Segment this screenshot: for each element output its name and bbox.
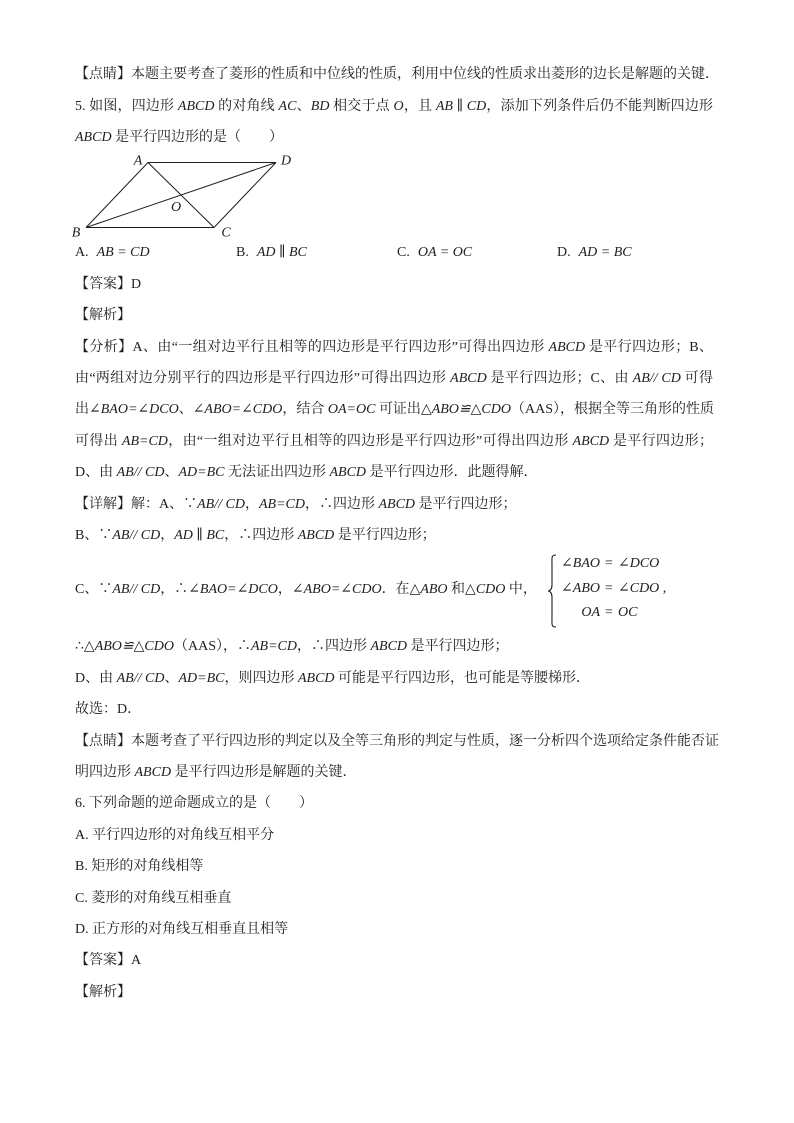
math-expression: ABCD [329, 465, 367, 481]
text-run: ∴ [75, 639, 84, 655]
q5-tip-line-2 [75, 757, 725, 788]
text-run: ，由“一组对边平行且相等的四边形是平行四边形”可得出四边形 [167, 433, 573, 449]
text-run: 5. 如图，四边形 [75, 98, 178, 114]
math-expression: AC [278, 98, 297, 114]
q6-option-b: B. 矩形的对角线相等 [75, 859, 204, 875]
math-expression: ∠BAO=∠DCO [89, 402, 179, 418]
text-run: 是平行四边形；C、由 [486, 371, 633, 387]
math-expression: ABCD [297, 670, 335, 686]
equation-rhs: ∠DCO [618, 556, 660, 572]
math-expression: ABCD [370, 639, 408, 655]
text-run: C、∵ [75, 582, 113, 598]
math-expression: AD ∥ BC [174, 527, 225, 543]
text-run: 【点睛】本题考查了平行四边形的判定以及全等三角形的判定与性质，逐一分析四个选项给定条件能否证 [75, 733, 719, 749]
text-run: 可得 [680, 371, 714, 387]
option-key: A. [75, 245, 89, 261]
q6-answer: 【答案】A [75, 953, 142, 969]
math-expression: ∠BAO=∠DCO [188, 582, 278, 598]
text-run: 、 [178, 402, 193, 418]
math-expression: △ABO≌△CDO [420, 402, 511, 418]
math-expression: ABCD [297, 527, 335, 543]
q6-stem: 6. 下列命题的逆命题成立的是（ ） [75, 796, 313, 812]
text-run: 可证出 [375, 402, 421, 418]
equation-lhs: ∠BAO [561, 556, 600, 572]
math-expression: BD [310, 98, 330, 114]
math-expression: AB// CD [112, 527, 161, 543]
math-expression: AB=CD [258, 496, 305, 512]
text-run: ，∴四边形 [224, 527, 298, 543]
equation-operator: = [605, 605, 613, 621]
q5-detail-c-conclusion [75, 631, 725, 662]
equation-row [552, 601, 666, 626]
text-run: ， [160, 527, 175, 543]
text-run: ，则四边形 [224, 670, 298, 686]
math-expression: ABCD [450, 371, 487, 387]
equation-rhs: ∠CDO , [618, 580, 667, 596]
text-run: ，∴四边形 [304, 496, 379, 512]
text-run: B、∵ [75, 527, 113, 543]
diagonal-bd [86, 163, 276, 228]
option-key: C. [397, 245, 410, 261]
math-expression: ABCD [378, 496, 416, 512]
math-expression: ABCD [177, 98, 215, 114]
q6-option-c: C. 菱形的对角线互相垂直 [75, 890, 232, 906]
q5-option-d [557, 237, 717, 268]
q5-analysis-line-3 [75, 394, 713, 425]
math-expression: AD=BC [178, 465, 225, 481]
previous-tip: 【点睛】本题主要考查了菱形的性质和中位线的性质，利用中位线的性质求出菱形的边长是解题的关键． [75, 67, 719, 83]
math-expression: ABCD [75, 130, 112, 146]
text-run: 的对角线 [214, 98, 279, 114]
q6-option-d: D. 正方形的对角线互相垂直且相等 [75, 921, 289, 937]
math-expression: AB// CD [197, 496, 245, 512]
q5-option-a [75, 237, 236, 268]
math-expression: AB// CD [632, 371, 681, 387]
intersection-label-o: O [170, 200, 182, 216]
text-run: 和 [447, 582, 466, 598]
text-run: 是平行四边形；B、 [585, 339, 713, 355]
text-run: ， [277, 582, 292, 598]
vertex-label-d: D [280, 153, 292, 169]
q5-detail-c [75, 574, 537, 605]
option-expression: AD ∥ BC [256, 245, 307, 261]
q5-option-c [397, 237, 557, 268]
text-run: 、 [164, 670, 179, 686]
equation-operator: = [605, 556, 613, 572]
equation-operator: = [605, 580, 613, 596]
option-expression: OA = OC [417, 245, 473, 261]
math-expression: AB// CD [116, 670, 165, 686]
text-run: ，结合 [282, 402, 328, 418]
side-ab [86, 163, 148, 228]
text-run: 是平行四边形的是（ ） [111, 130, 284, 146]
text-run: ，∴四边形 [296, 639, 371, 655]
q5-detail-c-block [75, 551, 725, 631]
equation-lhs: OA [581, 605, 600, 621]
option-expression: AB = CD [96, 245, 150, 261]
text-run: 是平行四边形； [407, 639, 509, 655]
option-key: B. [236, 245, 249, 261]
q5-detail-b [75, 520, 725, 551]
text-run: ，添加下列条件后仍不能判断四边形 [486, 98, 714, 114]
parallelogram-figure [68, 153, 308, 241]
text-run: ， [244, 496, 259, 512]
math-expression: AB=CD [250, 639, 297, 655]
vertex-label-a: A [133, 153, 143, 169]
text-run: 是平行四边形是解题的关键． [171, 764, 357, 780]
text-run: 相交于点 [329, 98, 394, 114]
equation-system [552, 552, 666, 626]
equation-row [552, 577, 666, 602]
q5-option-b [236, 237, 397, 268]
text-run: 无法证出四边形 [224, 465, 330, 481]
math-expression: ∠ABO=∠CDO [291, 582, 382, 598]
q5-analysis-line-4 [75, 426, 713, 457]
math-expression: AB// CD [116, 465, 165, 481]
text-run: （AAS），根据全等三角形的性质 [510, 402, 714, 418]
text-run: ．在 [381, 582, 410, 598]
option-key: D. [557, 245, 571, 261]
text-run: （AAS），∴ [173, 639, 251, 655]
option-expression: AD = BC [578, 245, 632, 261]
text-run: 中， [505, 582, 537, 598]
q5-stem-line-1 [75, 91, 713, 122]
vertex-label-c: C [221, 225, 231, 241]
text-run: 明四边形 [75, 764, 135, 780]
text-run: 是平行四边形； [415, 496, 517, 512]
q5-choice: 故选：D． [75, 702, 142, 718]
text-run: 是平行四边形； [609, 433, 714, 449]
text-run: 【详解】解：A、∵ [75, 496, 198, 512]
q5-analysis-line-5 [75, 457, 725, 488]
equation-rhs: OC [618, 605, 638, 621]
equation-lhs: ∠ABO [561, 580, 600, 596]
q5-detail-a [75, 489, 725, 520]
text-run: 可能是平行四边形，也可能是等腰梯形． [334, 670, 591, 686]
text-run: D、由 [75, 670, 117, 686]
math-expression: ABCD [134, 764, 172, 780]
q5-detail-d [75, 663, 725, 694]
q5-options [75, 237, 725, 268]
q5-analysis-line-2 [75, 363, 713, 394]
q6-solution-heading: 【解析】 [75, 984, 131, 1000]
text-run: ，∴ [160, 582, 189, 598]
vertex-label-b: B [71, 225, 81, 241]
math-expression: O [393, 98, 404, 114]
text-run: 、 [164, 465, 179, 481]
math-expression: ABCD [572, 433, 610, 449]
side-dc [214, 163, 276, 228]
q5-solution-heading: 【解析】 [75, 308, 131, 324]
text-run: 是平行四边形．此题得解． [366, 465, 538, 481]
q5-stem-line-2 [75, 122, 725, 153]
text-run: D、由 [75, 465, 117, 481]
math-expression: AB ∥ CD [435, 98, 487, 114]
math-expression: △ABO≌△CDO [83, 639, 174, 655]
text-run: 、 [296, 98, 311, 114]
text-run: 出 [75, 402, 89, 418]
text-run: 是平行四边形； [334, 527, 436, 543]
math-expression: AD=BC [178, 670, 225, 686]
equation-row [552, 552, 666, 577]
math-expression: OA=OC [327, 402, 376, 418]
document-body [71, 59, 725, 1008]
math-expression: AB// CD [112, 582, 161, 598]
text-run: 可得出 [75, 433, 122, 449]
math-expression: ∠ABO=∠CDO [192, 402, 283, 418]
math-expression: ABCD [548, 339, 586, 355]
q5-tip-line-1 [75, 726, 719, 757]
math-expression: △ABO [409, 582, 448, 598]
text-run: 【分析】A、由“一组对边平行且相等的四边形是平行四边形”可得出四边形 [75, 339, 549, 355]
math-expression: △CDO [465, 582, 506, 598]
q5-answer: 【答案】D [75, 276, 142, 292]
text-run: ，且 [403, 98, 436, 114]
math-expression: AB=CD [121, 433, 168, 449]
text-run: 由“两组对边分别平行的四边形是平行四边形”可得出四边形 [75, 371, 451, 387]
q6-option-a: A. 平行四边形的对角线互相平分 [75, 827, 275, 843]
q5-analysis-line-1 [75, 332, 713, 363]
